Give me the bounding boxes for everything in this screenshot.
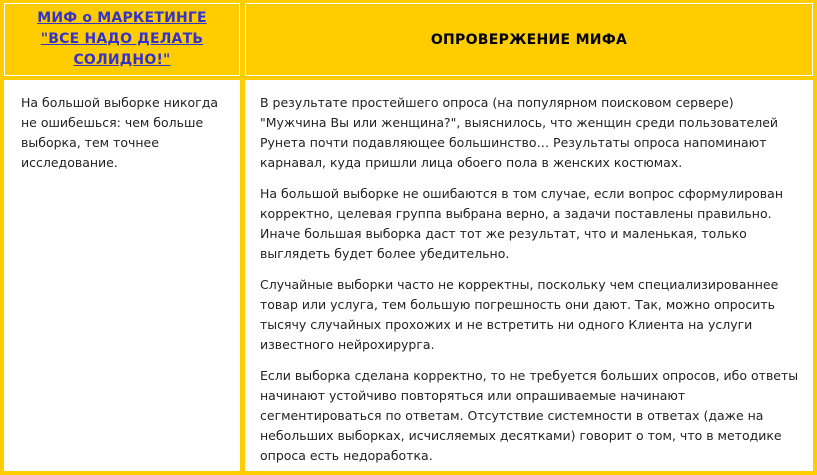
rebuttal-paragraph-4: Если выборка сделана корректно, то не требуется больших опросов, ибо ответы начинают устойчиво повторяться или опрашиваемые начинают сегментироваться по ответам. Отсутствие системности в ответах (даже на небольших выборках, исчисляемых десятками) говорит о том, что в методике опроса есть недоработка.: [260, 368, 799, 463]
rebuttal-header-cell: [245, 3, 813, 76]
rebuttal-paragraph-2: На большой выборке не ошибаются в том случае, если вопрос сформулирован корректно, целевая группа выбрана верно, а задачи поставлены правильно. Иначе большая выборка даст тот же результат, что и маленькая, только выглядеть будет более убедительно.: [260, 186, 783, 261]
rebuttal-body-cell: [245, 80, 813, 471]
myth-text: На большой выборке никогда не ошибешься: чем больше выборка, тем точнее исследование.: [21, 95, 219, 170]
rebuttal-paragraph-3: Случайные выборки часто не корректны, поскольку чем специализированнее товар или услуга, тем большую погрешность они дают. Так, можно опросить тысячу случайных прохожих и не встретить ни одного Клиента на услуги известного нейрохирурга.: [260, 277, 779, 352]
rebuttal-title: ОПРОВЕРЖЕНИЕ МИФА: [430, 31, 628, 48]
myth-body-cell: [4, 80, 240, 471]
myth-title-line-3: СОЛИДНО!": [73, 52, 171, 68]
myth-title-line-2: "ВСЕ НАДО ДЕЛАТЬ: [40, 31, 204, 47]
myth-title-link[interactable]: [37, 8, 207, 71]
rebuttal-paragraph-1: В результате простейшего опроса (на популярном поисковом сервере) "Мужчина Вы или женщина?", выяснилось, что женщин среди пользователей Рунета почти подавляющее большинство… Результаты опроса напоминают карнавал, куда пришли лица обоего пола в женских костюмах.: [260, 95, 779, 170]
myth-header-cell: [4, 3, 240, 76]
myth-title-line-1: МИФ о МАРКЕТИНГЕ: [37, 10, 207, 26]
